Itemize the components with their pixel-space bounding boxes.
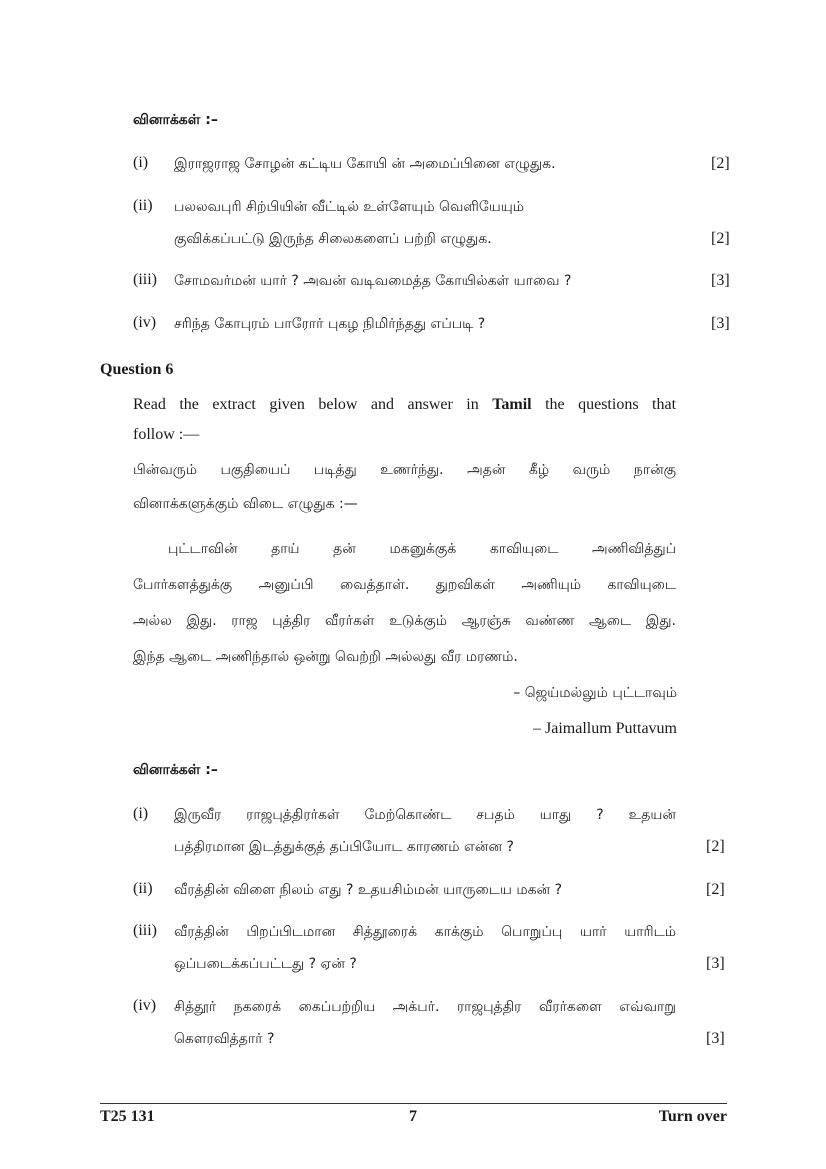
instruction-pre: Read the extract given below and answer in <box>133 396 493 413</box>
s2-q1-text-line1-text: இருவீர ராஜபுத்திரர்கள் மேற்கொண்ட சபதம் யாது ? உதயன் <box>174 807 676 823</box>
footer-turn-over: Turn over <box>658 1108 727 1125</box>
question6-instruction-line2: follow :— <box>133 426 200 443</box>
instruction-bold: Tamil <box>492 396 532 413</box>
s1-q1-text: இராஜராஜ சோழன் கட்டிய கோயி ன் அமைப்பினை எழுதுக. <box>174 156 556 172</box>
s2-q4-number: (iv) <box>133 997 157 1014</box>
section1-heading: வினாக்கள் :– <box>133 112 218 128</box>
tamil-instruction-line1 <box>133 462 676 480</box>
s2-q1-number: (i) <box>133 805 149 822</box>
source-tamil: – ஜெய்மல்லும் புட்டாவும் <box>513 685 677 701</box>
s2-q2-marks: [2] <box>706 881 725 898</box>
s2-q2-number: (ii) <box>133 880 153 897</box>
s2-q3-marks: [3] <box>706 955 725 972</box>
s1-q2-text-line1: பலலவபுரி சிற்பியின் வீட்டில் உள்ளேயும் வெளியேயும் <box>174 199 525 215</box>
s2-q4-marks: [3] <box>706 1030 725 1047</box>
s2-q3-number: (iii) <box>133 922 157 939</box>
s2-q3-text-line1 <box>174 924 676 942</box>
extract-line4: இந்த ஆடை அணிந்தால் ஒன்று வெற்றி அல்லது வீர மரணம். <box>133 649 518 665</box>
s1-q4-text: சரிந்த கோபுரம் பாரோர் புகழ நிமிர்ந்தது எப்படி ? <box>174 316 486 332</box>
question6-title: Question 6 <box>100 361 174 378</box>
extract-line3 <box>133 613 676 631</box>
extract-line1 <box>168 541 676 559</box>
s2-q3-text-line2: ஒப்படைக்கப்பட்டது ? ஏன் ? <box>174 956 357 972</box>
s2-q4-text-line1 <box>174 999 676 1017</box>
s2-q3-text-line1-text: வீரத்தின் பிறப்பிடமான சித்தூரைக் காக்கும் பொறுப்பு யார் யாரிடம் <box>174 924 676 940</box>
s1-q2-text-line2: குவிக்கப்பட்டு இருந்த சிலைகளைப் பற்றி எழுதுக. <box>174 231 492 247</box>
s1-q4-marks: [3] <box>711 315 730 332</box>
tamil-instruction-line1-text: பின்வரும் பகுதியைப் படித்து உணர்ந்து. அதன் கீழ் வரும் நான்கு <box>133 462 676 478</box>
source-english: – Jaimallum Puttavum <box>533 720 677 737</box>
s1-q1-marks: [2] <box>711 155 730 172</box>
footer-code: T25 131 <box>100 1108 155 1125</box>
s2-q4-text-line1-text: சித்தூர் நகரைக் கைப்பற்றிய அக்பர். ராஜபுத்திர வீரர்களை எவ்வாறு <box>174 999 676 1015</box>
s1-q1-number: (i) <box>133 154 149 171</box>
tamil-instruction-line2: வினாக்களுக்கும் விடை எழுதுக :— <box>133 496 358 512</box>
s1-q3-number: (iii) <box>133 271 157 288</box>
s1-q2-number: (ii) <box>133 197 153 214</box>
s2-q2-text: வீரத்தின் விளை நிலம் எது ? உதயசிம்மன் யாருடைய மகன் ? <box>174 882 562 898</box>
extract-line2 <box>133 577 676 595</box>
extract-line3-text: அல்ல இது. ராஜ புத்திர வீரர்கள் உடுக்கும் ஆரஞ்சு வண்ண ஆடை இது. <box>133 613 676 629</box>
s1-q2-marks: [2] <box>711 230 730 247</box>
section2-heading: வினாக்கள் :– <box>133 762 218 778</box>
extract-line2-text: போர்களத்துக்கு அனுப்பி வைத்தாள். துறவிகள் அணியும் காவியுடை <box>133 577 676 593</box>
s1-q3-text: சோமவர்மன் யார் ? அவன் வடிவமைத்த கோயில்கள் யாவை ? <box>174 273 572 289</box>
s2-q1-text-line1 <box>174 807 676 825</box>
s1-q3-marks: [3] <box>711 272 730 289</box>
s1-q4-number: (iv) <box>133 314 157 331</box>
extract-line1-text: புட்டாவின் தாய் தன் மகனுக்குக் காவியுடை அணிவித்துப் <box>168 541 676 557</box>
footer-rule <box>100 1103 727 1104</box>
s2-q1-marks: [2] <box>706 838 725 855</box>
footer-page-number: 7 <box>409 1108 417 1125</box>
s2-q4-text-line2: கௌரவித்தார் ? <box>174 1031 275 1047</box>
instruction-post: the questions that <box>531 396 677 413</box>
question6-instruction <box>133 396 676 414</box>
s2-q1-text-line2: பத்திரமான இடத்துக்குத் தப்பியோட காரணம் என்ன ? <box>174 839 514 855</box>
